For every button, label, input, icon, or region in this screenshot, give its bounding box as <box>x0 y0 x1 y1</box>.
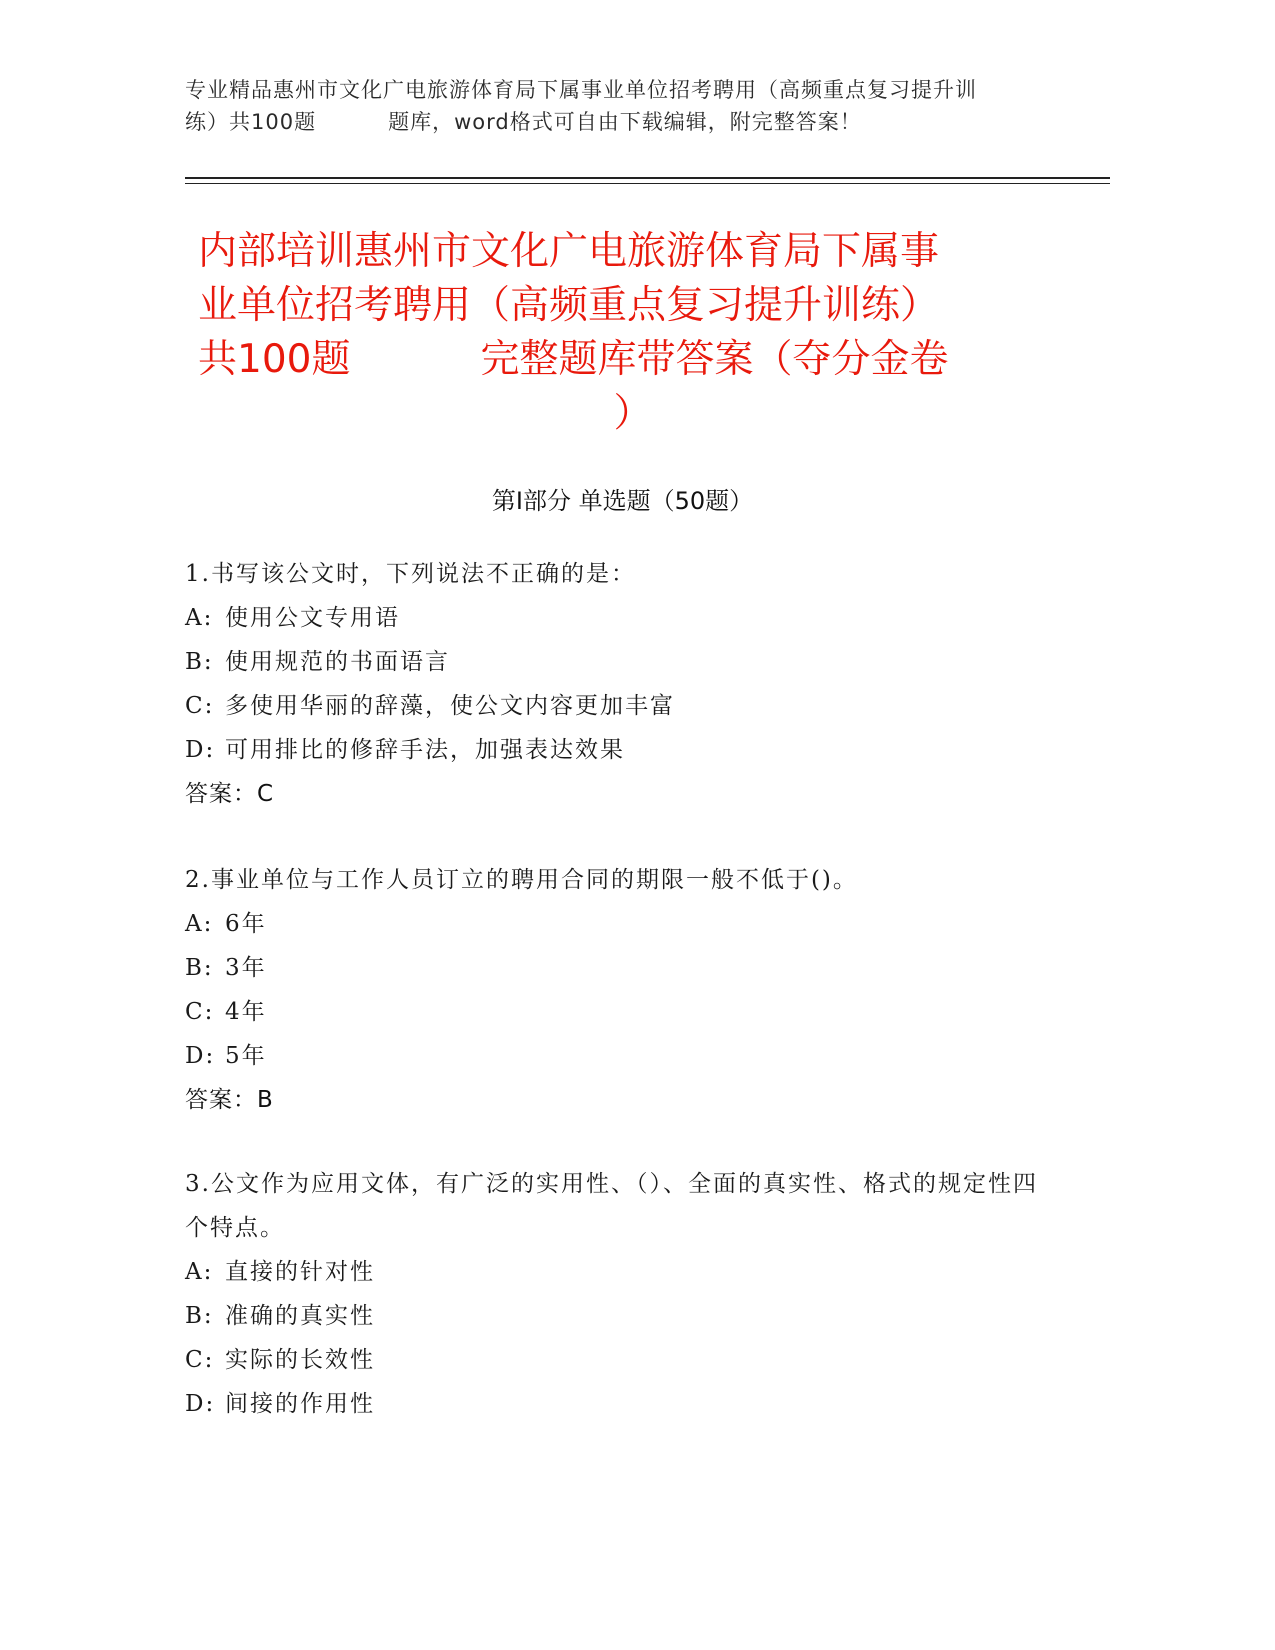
header-note-line-2-a: 练）共100题 <box>185 110 317 134</box>
title-line-1: 内部培训惠州市文化广电旅游体育局下属事 <box>198 229 940 274</box>
title-line-3-a: 共100题 <box>198 337 351 382</box>
option-a <box>185 596 1055 640</box>
option-d <box>185 728 1055 772</box>
header-note-line-2-b: 题库，word格式可自由下载编辑，附完整答案！ <box>388 110 862 134</box>
question-stem: 1.书写该公文时，下列说法不正确的是： <box>185 561 636 587</box>
header-rule-thin <box>185 183 1110 184</box>
question-3 <box>185 1162 1055 1426</box>
option-text: 6年 <box>225 911 267 937</box>
option-b <box>185 946 1055 990</box>
title-line-3-b: 完整题库带答案（夺分金卷 <box>480 337 949 382</box>
option-text: 3年 <box>225 955 267 981</box>
option-c <box>185 1338 1055 1382</box>
option-text: 间接的作用性 <box>225 1391 375 1417</box>
option-c <box>185 684 1055 728</box>
option-key: C: <box>185 999 215 1025</box>
answer: 答案：C <box>185 781 275 807</box>
option-text: 准确的真实性 <box>225 1303 375 1329</box>
option-b <box>185 1294 1055 1338</box>
answer: 答案：B <box>185 1087 274 1113</box>
option-c <box>185 990 1055 1034</box>
header-rule-thick <box>185 177 1110 179</box>
question-stem: 3.公文作为应用文体，有广泛的实用性、（）、全面的真实性、格式的规定性四个特点。 <box>185 1171 1038 1241</box>
option-d <box>185 1034 1055 1078</box>
option-text: 实际的长效性 <box>225 1347 375 1373</box>
option-key: B: <box>185 649 214 675</box>
option-text: 使用规范的书面语言 <box>225 649 450 675</box>
header-note <box>185 74 1085 138</box>
option-text: 4年 <box>225 999 267 1025</box>
option-key: A: <box>185 1259 214 1285</box>
option-key: A: <box>185 911 214 937</box>
option-key: B: <box>185 1303 214 1329</box>
question-stem: 2.事业单位与工作人员订立的聘用合同的期限一般不低于()。 <box>185 867 858 893</box>
header-note-line-1: 专业精品惠州市文化广电旅游体育局下属事业单位招考聘用（高频重点复习提升训 <box>185 78 977 102</box>
document-title <box>198 225 1068 441</box>
option-key: C: <box>185 1347 215 1373</box>
option-key: D: <box>185 1391 216 1417</box>
header-note-line-2 <box>185 106 1085 138</box>
option-text: 多使用华丽的辞藻，使公文内容更加丰富 <box>225 693 675 719</box>
title-line-2: 业单位招考聘用（高频重点复习提升训练） <box>198 283 940 328</box>
option-a <box>185 902 1055 946</box>
option-a <box>185 1250 1055 1294</box>
question-1 <box>185 552 1055 816</box>
option-text: 可用排比的修辞手法，加强表达效果 <box>225 737 625 763</box>
option-key: A: <box>185 605 214 631</box>
question-2 <box>185 858 1055 1122</box>
option-text: 直接的针对性 <box>225 1259 375 1285</box>
option-key: C: <box>185 693 215 719</box>
section-title: 第Ⅰ部分 单选题（50题） <box>491 487 754 515</box>
option-d <box>185 1382 1055 1426</box>
option-text: 5年 <box>225 1043 267 1069</box>
option-key: D: <box>185 1043 216 1069</box>
option-key: B: <box>185 955 214 981</box>
option-key: D: <box>185 737 216 763</box>
option-b <box>185 640 1055 684</box>
option-text: 使用公文专用语 <box>225 605 400 631</box>
title-line-4: ） <box>613 391 653 436</box>
